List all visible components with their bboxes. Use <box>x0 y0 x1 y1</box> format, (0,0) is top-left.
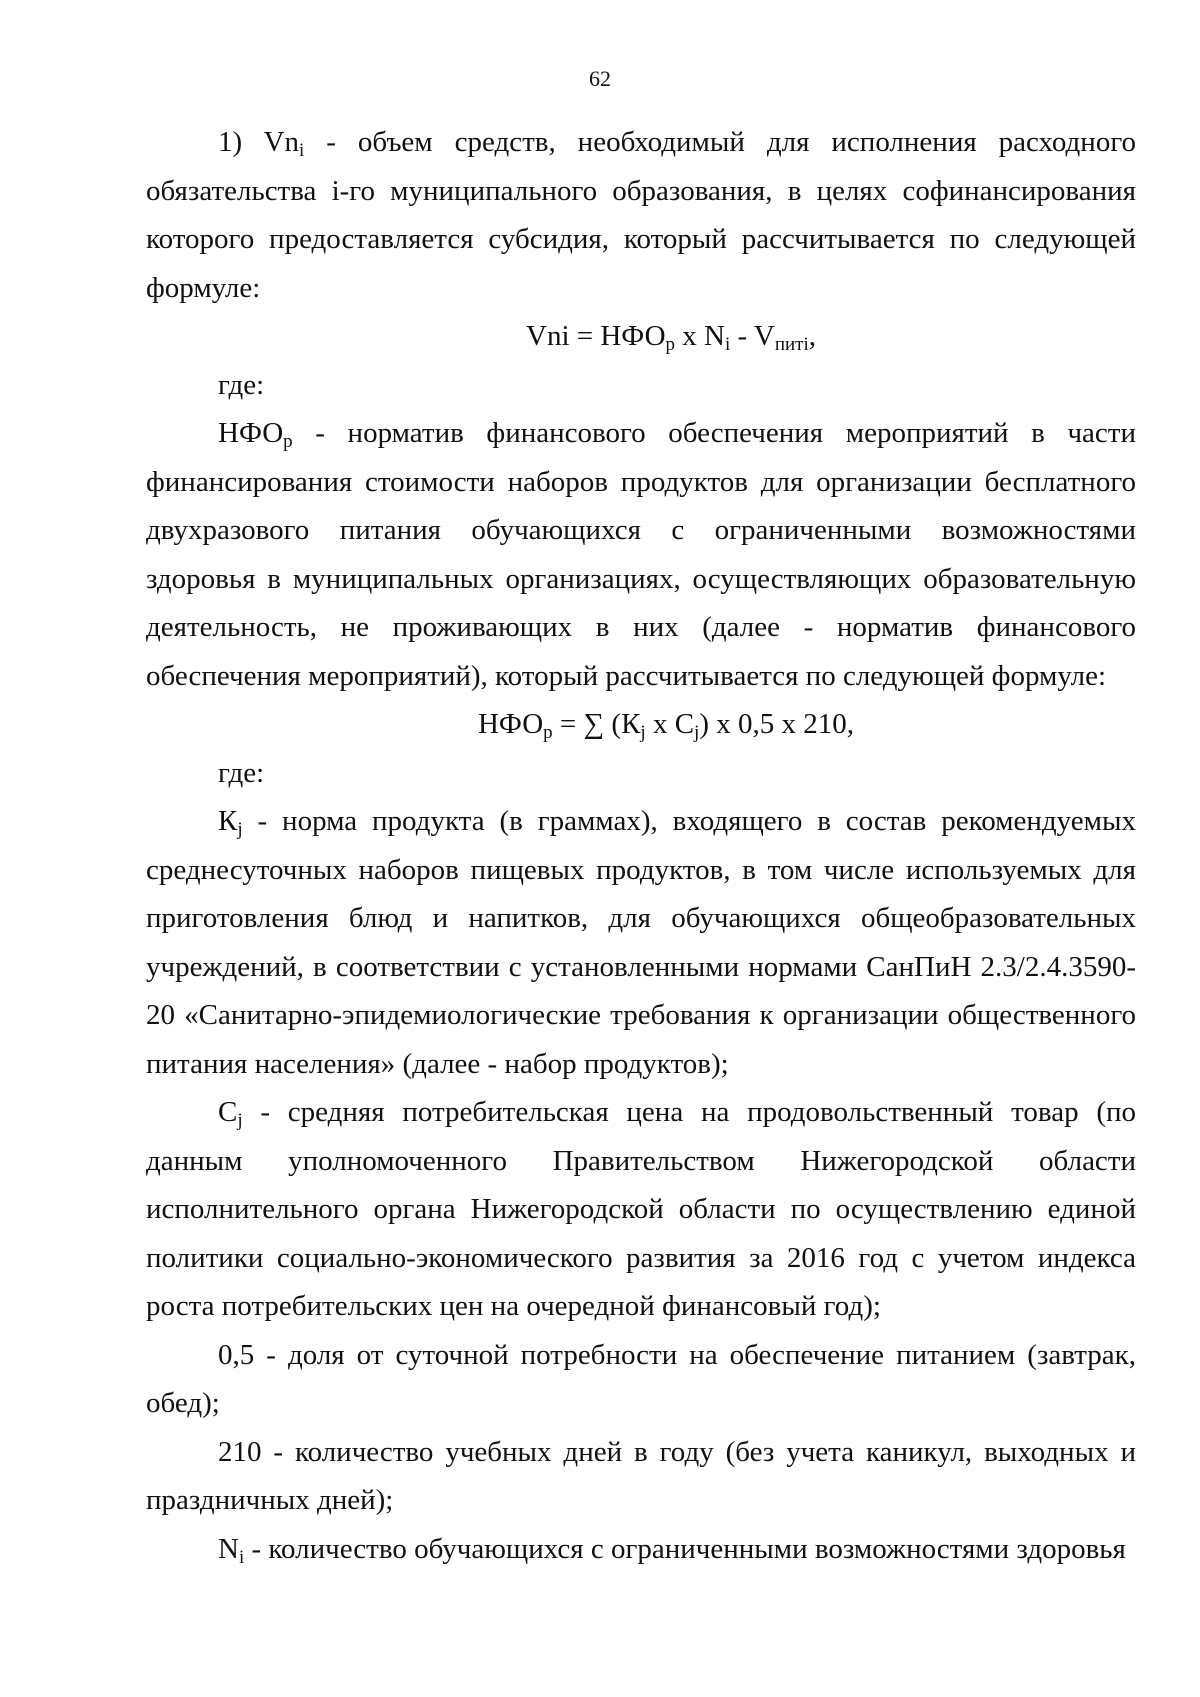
paragraph-text: - объем средств, необходимый для исполнения расходного обязательства i-го муниципального образования, в целях софинансирования которого предоставляется субсидия, который рассчитывается по следующей формуле: <box>146 126 1137 304</box>
where-label: где: <box>218 368 265 401</box>
paragraph-kj-definition <box>146 797 1136 1088</box>
formula-subscript: питі <box>774 334 809 355</box>
paragraph-days-definition: 210 - количество учебных дней в году (без учета каникул, выходных и праздничных дней); <box>146 1435 1136 1516</box>
formula-part: ) х 0,5 х 210, <box>699 708 854 740</box>
term-cj: С <box>218 1096 238 1128</box>
formula-subscript: j <box>640 722 646 743</box>
paragraph-text: - норматив финансового обеспечения мероприятий в части финансирования стоимости наборов продуктов для организации бесплатного двухразового питания обучающихся с ограниченными возможностями здоровья в муниципальных организациях, осуществляющих образовательную деятельность, не проживающих в них (далее - норматив финансового обеспечения мероприятий), который рассчитывается по следующей формуле: <box>146 417 1136 692</box>
paragraph-cj-definition <box>146 1088 1136 1331</box>
term-nfo-subscript: р <box>283 431 293 452</box>
formula-part: Vni = НФО <box>526 320 666 352</box>
paragraph-text: - норма продукта (в граммах), входящего в состав рекомендуемых среднесуточных наборов пищевых продуктов, в том числе используемых для приготовления блюд и напитков, для обучающихся общеобразовательных учреждений, в соответствии с установленными нормами СанПиН 2.3/2.4.3590-20 «Санитарно-эпидемиологические требования к организации общественного питания населения» (далее - набор продуктов); <box>146 805 1136 1080</box>
formula-vni <box>146 312 1136 361</box>
page-number: 62 <box>589 66 611 91</box>
where-label: где: <box>218 756 265 789</box>
paragraph-share-definition: 0,5 - доля от суточной потребности на обеспечение питанием (завтрак, обед); <box>146 1338 1136 1419</box>
formula-part: - V <box>730 320 775 352</box>
formula-part: , <box>808 320 816 352</box>
paragraph-text: - средняя потребительская цена на продовольственный товар (по данным уполномоченного Правительством Нижегородской области исполнительного органа Нижегородской области по осуществлению единой политики социально-экономического развития за 2016 год с учетом индекса роста потребительских цен на очередной финансовый год); <box>146 1096 1136 1322</box>
term-kj: К <box>218 805 238 837</box>
term-vni: 1) Vn <box>218 126 300 158</box>
term-vni-subscript: i <box>299 140 305 161</box>
term-ni-subscript: i <box>238 1546 245 1568</box>
term-cj-subscript: j <box>237 1110 243 1131</box>
paragraph-vni-definition <box>146 118 1136 312</box>
formula-part: х С <box>645 708 695 740</box>
paragraph-ni-definition <box>146 1525 1136 1574</box>
formula-nfo <box>146 700 1136 749</box>
term-nfo: НФО <box>218 417 284 449</box>
formula-subscript: р <box>543 722 553 743</box>
term-ni: N <box>218 1532 239 1565</box>
formula-part: = ∑ (К <box>552 708 641 740</box>
document-body <box>146 118 1136 1573</box>
formula-subscript: р <box>665 334 676 355</box>
term-kj-subscript: j <box>237 819 243 840</box>
formula-part: х N <box>675 320 725 352</box>
paragraph-text: - количество обучающихся с ограниченными возможностями здоровья <box>244 1532 1126 1565</box>
formula-subscript: i <box>724 334 731 355</box>
formula-subscript: j <box>694 722 700 743</box>
paragraph-nfo-definition <box>146 409 1136 700</box>
formula-part: НФО <box>477 708 544 740</box>
